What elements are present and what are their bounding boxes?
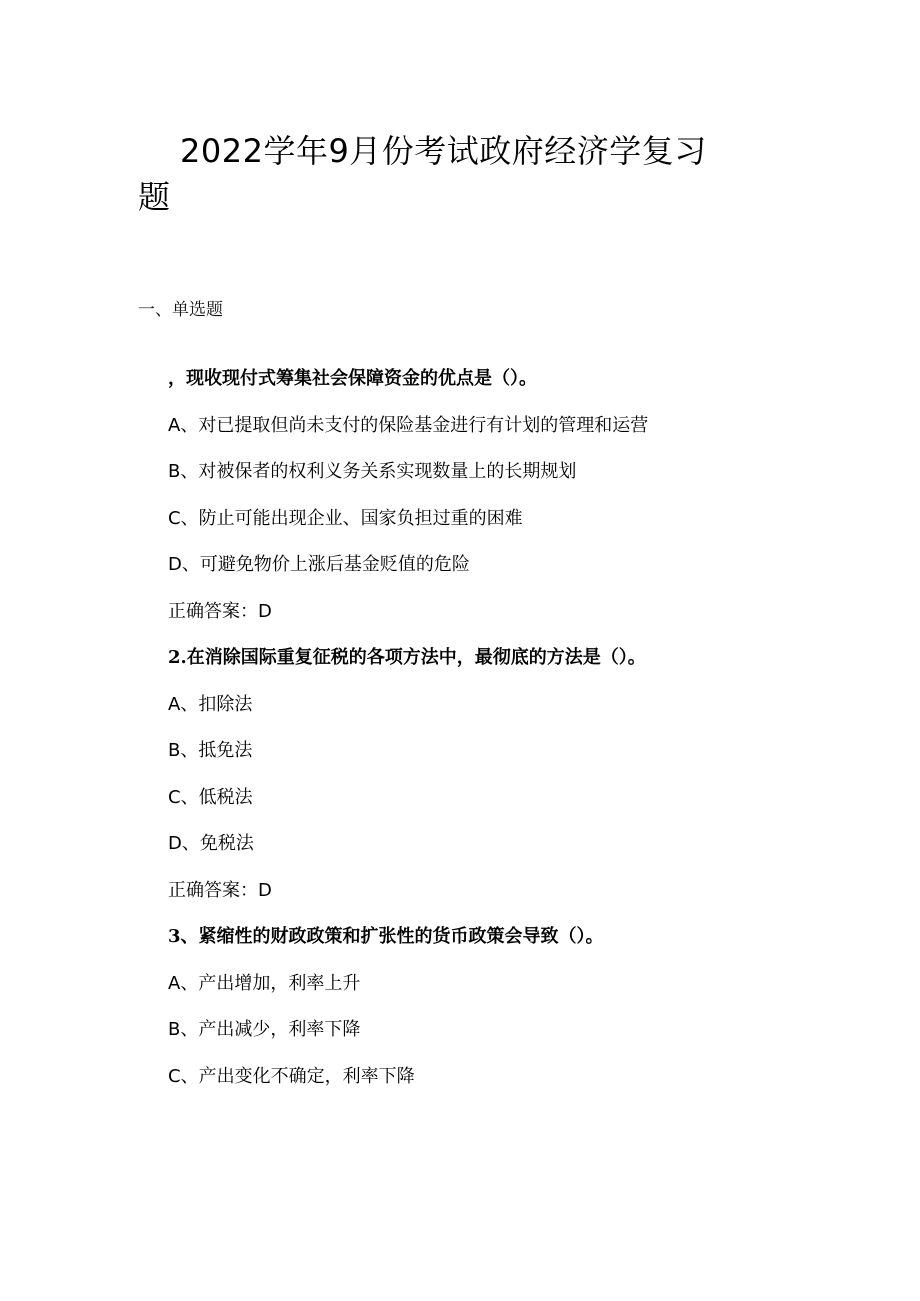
correct-answer: 正确答案：D [168, 600, 272, 622]
option-a: A、对已提取但尚未支付的保险基金进行有计划的管理和运营 [168, 414, 649, 436]
option-c: C、产出变化不确定，利率下降 [168, 1065, 415, 1087]
question-stem: ，现收现付式筹集社会保障资金的优点是（）。 [168, 368, 537, 389]
option-c: C、防止可能出现企业、国家负担过重的困难 [168, 507, 523, 529]
correct-answer: 正确答案：D [168, 879, 272, 901]
option-a: A、产出增加，利率上升 [168, 972, 361, 994]
question-stem: 3、紧缩性的财政政策和扩张性的货币政策会导致（）。 [168, 926, 604, 947]
question-stem: 2.在消除国际重复征税的各项方法中，最彻底的方法是（）。 [168, 647, 646, 668]
option-a: A、扣除法 [168, 693, 253, 715]
option-d: D、免税法 [168, 833, 254, 854]
document-title: 2022学年9月份考试政府经济学复习题 [138, 132, 707, 216]
question-1 [168, 356, 808, 635]
option-d: D、可避免物价上涨后基金贬值的危险 [168, 554, 470, 575]
option-b: B、抵免法 [168, 740, 253, 761]
question-3 [168, 914, 808, 1100]
question-list [168, 356, 808, 1100]
question-2 [168, 635, 808, 914]
option-c: C、低税法 [168, 786, 253, 808]
option-b: B、产出减少，利率下降 [168, 1019, 361, 1040]
option-b: B、对被保者的权利义务关系实现数量上的长期规划 [168, 461, 577, 482]
section-heading: 一、单选题 [138, 300, 223, 320]
